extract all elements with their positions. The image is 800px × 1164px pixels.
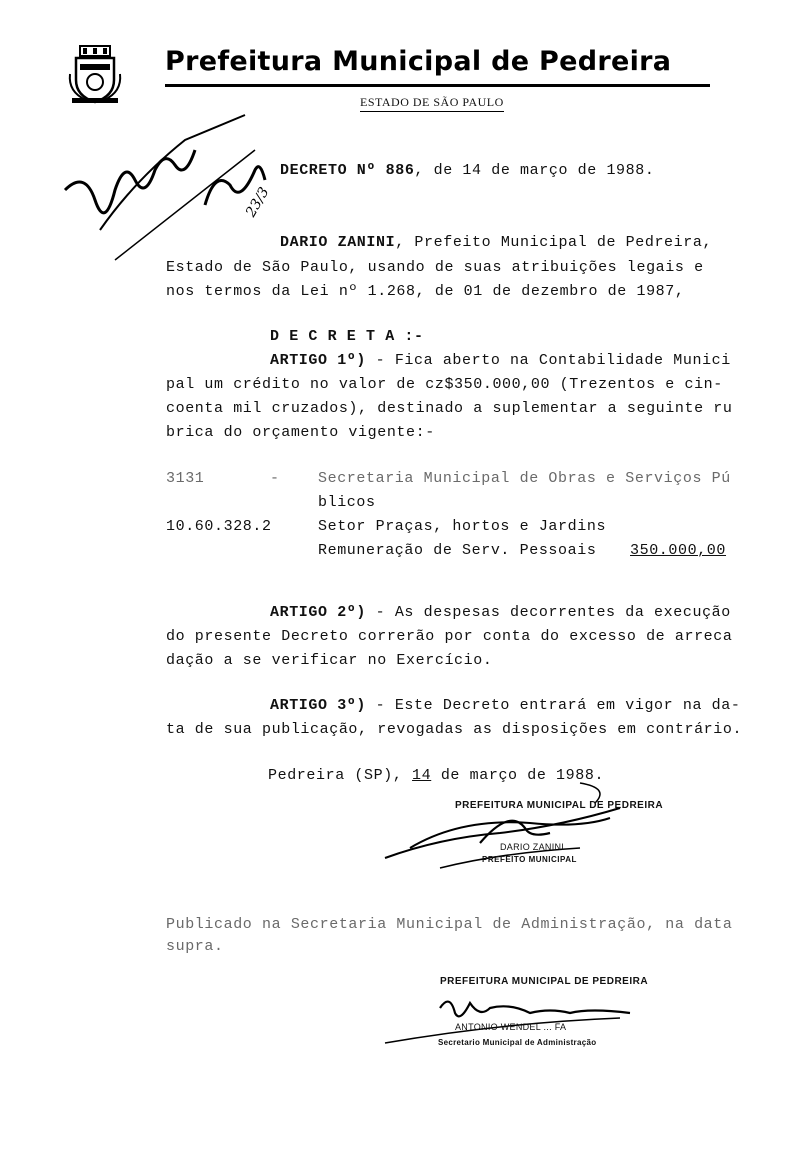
art2-line-1: ARTIGO 2º) - As despesas decorrentes da execução xyxy=(270,604,731,621)
secretary-stamp-org: PREFEITURA MUNICIPAL DE PEDREIRA xyxy=(440,976,649,987)
preamble-line-2: Estado de São Paulo, usando de suas atribuições legais e xyxy=(166,259,704,276)
art1-line-2: pal um crédito no valor de cz$350.000,00 (Trezentos e cin- xyxy=(166,376,723,393)
publication-line-1: Publicado na Secretaria Municipal de Administração, na data xyxy=(166,916,733,933)
decree-heading xyxy=(280,162,654,179)
secretary-stamp-role: Secretario Municipal de Administração xyxy=(438,1038,597,1047)
handwritten-annotation xyxy=(55,110,285,270)
publication-line-2: supra. xyxy=(166,938,224,955)
budget-code-1: 3131 xyxy=(166,470,205,487)
preamble-line-1: DARIO ZANINI, Prefeito Municipal de Pedreira, xyxy=(280,234,713,251)
closing-date: Pedreira (SP), 14 de março de 1988. xyxy=(268,767,605,784)
header-divider xyxy=(165,84,710,87)
budget-amount: 350.000,00 xyxy=(630,542,727,559)
mayor-stamp-name: DARIO ZANINI xyxy=(500,842,565,852)
art1-line-4: brica do orçamento vigente:- xyxy=(166,424,435,441)
budget-desc-1b: blicos xyxy=(318,494,376,511)
art3-line-1: ARTIGO 3º) - Este Decreto entrará em vigor na da- xyxy=(270,697,741,714)
art3-line-2: ta de sua publicação, revogadas as disposições em contrário. xyxy=(166,721,743,738)
mayor-stamp-role: PREFEITO MUNICIPAL xyxy=(482,855,577,864)
budget-dash: - xyxy=(270,470,280,487)
coat-of-arms-icon xyxy=(66,44,124,106)
page-subtitle: ESTADO DE SÃO PAULO xyxy=(360,95,504,112)
page-title: Prefeitura Municipal de Pedreira xyxy=(165,46,672,77)
budget-desc-2: Setor Praças, hortos e Jardins xyxy=(318,518,607,535)
decree-number: DECRETO Nº 886 xyxy=(280,162,415,179)
art3-label: ARTIGO 3º) xyxy=(270,697,367,714)
mayor-name: DARIO ZANINI xyxy=(280,234,396,251)
mayor-stamp-org: PREFEITURA MUNICIPAL DE PEDREIRA xyxy=(455,800,664,811)
budget-desc-1: Secretaria Municipal de Obras e Serviços Pú xyxy=(318,470,731,487)
preamble-line-3: nos termos da Lei nº 1.268, de 01 de dezembro de 1987, xyxy=(166,283,685,300)
closing-day: 14 xyxy=(412,767,432,784)
decreta-heading: D E C R E T A :- xyxy=(270,328,424,345)
secretary-stamp-name: ANTONIO WENDEL ... FA xyxy=(455,1022,567,1032)
art2-label: ARTIGO 2º) xyxy=(270,604,367,621)
art2-line-2: do presente Decreto correrão por conta do excesso de arreca xyxy=(166,628,733,645)
art1-line-1: ARTIGO 1º) - Fica aberto na Contabilidade Munici xyxy=(270,352,731,369)
decree-date: , de 14 de março de 1988. xyxy=(414,162,655,179)
art1-line-3: coenta mil cruzados), destinado a suplementar a seguinte ru xyxy=(166,400,733,417)
art2-line-3: dação a se verificar no Exercício. xyxy=(166,652,493,669)
budget-desc-3: Remuneração de Serv. Pessoais xyxy=(318,542,597,559)
svg-text:23/3: 23/3 xyxy=(242,184,273,220)
budget-code-2: 10.60.328.2 xyxy=(166,518,272,535)
art1-label: ARTIGO 1º) xyxy=(270,352,367,369)
